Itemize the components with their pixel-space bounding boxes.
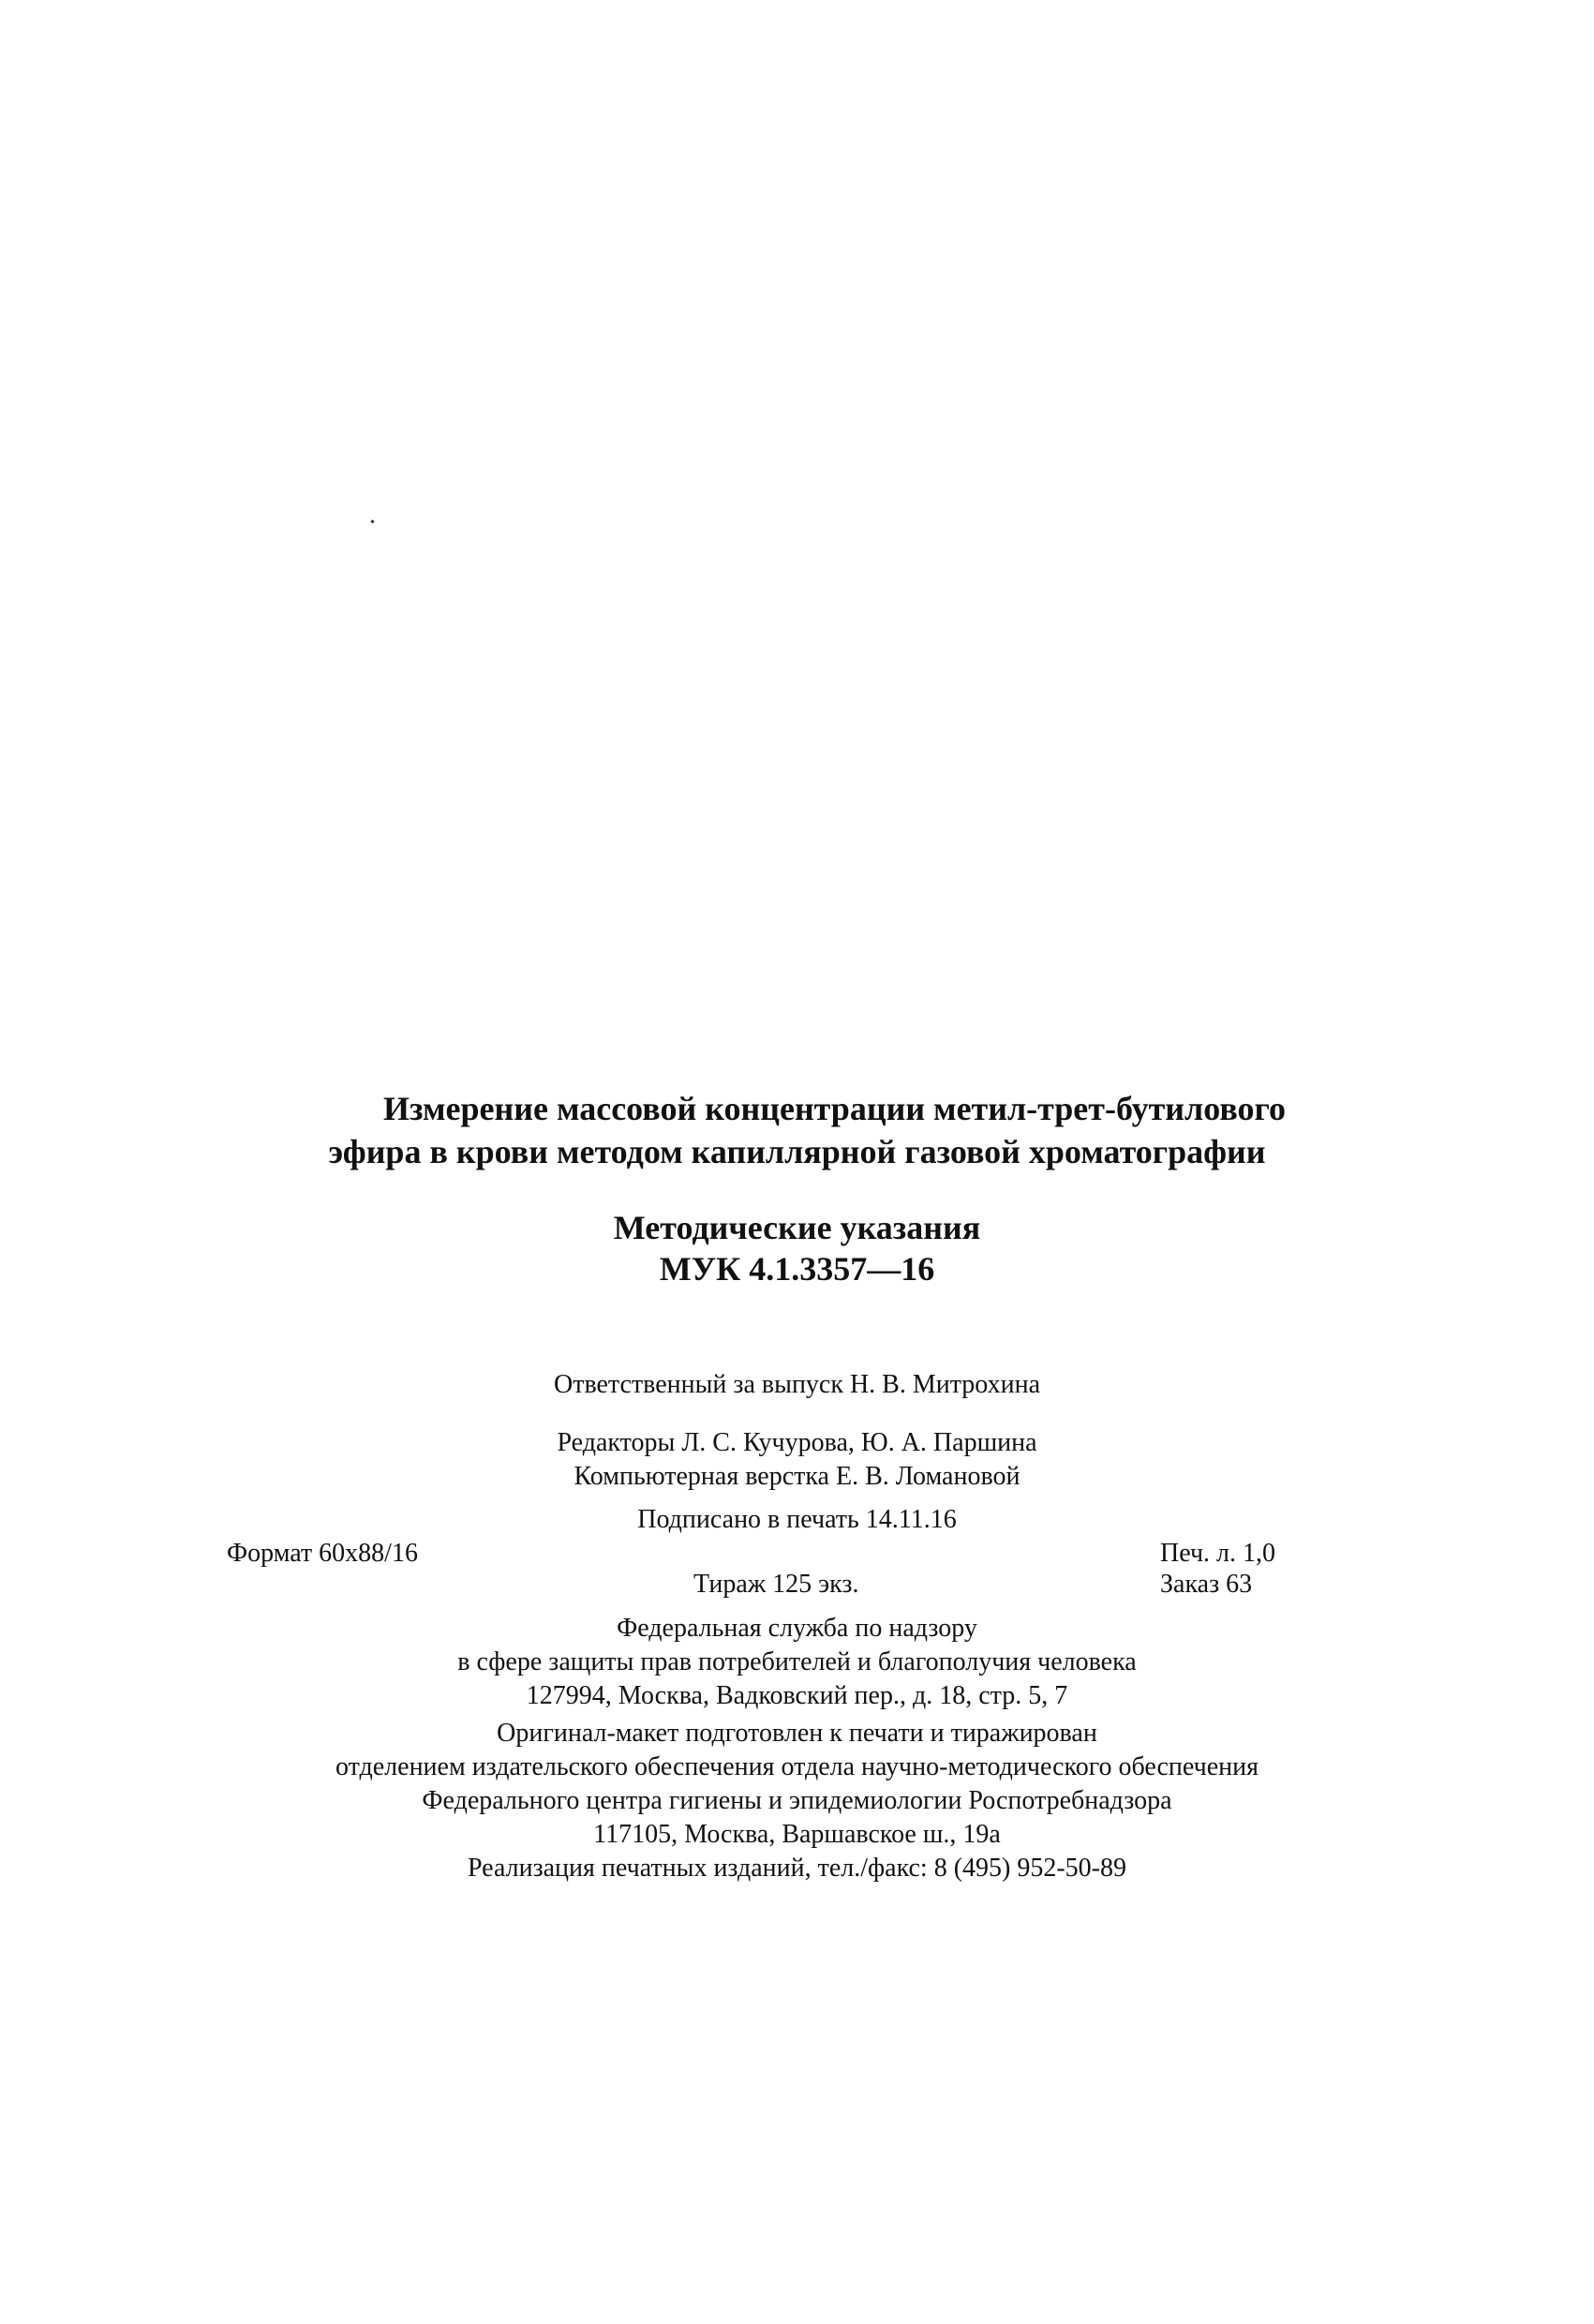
subtitle-line-2: МУК 4.1.3357—16 bbox=[659, 1250, 935, 1288]
publisher-line-1: Федеральная служба по надзору bbox=[617, 1614, 977, 1643]
printer-line-3: Федерального центра гигиены и эпидемиологии Роспотребнадзора bbox=[422, 1786, 1172, 1815]
editors-line: Редакторы Л. С. Кучурова, Ю. А. Паршина bbox=[557, 1428, 1037, 1457]
title-line-1: Измерение массовой концентрации метил-трет-бутилового bbox=[383, 1090, 1286, 1127]
order-info: Заказ 63 bbox=[1160, 1570, 1253, 1599]
format-info: Формат 60x88/16 bbox=[227, 1539, 418, 1568]
circulation-info: Тираж 125 экз. bbox=[693, 1570, 859, 1599]
publisher-block bbox=[0, 1612, 1594, 1713]
printer-line-5: Реализация печатных изданий, тел./факс: 8 (495) 952-50-89 bbox=[467, 1854, 1127, 1883]
editors-credit bbox=[0, 1426, 1594, 1494]
subtitle-line-1: Методические указания bbox=[613, 1209, 981, 1246]
scan-speck bbox=[370, 519, 374, 523]
document-title bbox=[0, 1087, 1594, 1173]
printer-block bbox=[0, 1717, 1594, 1885]
layout-line: Компьютерная верстка Е. В. Ломановой bbox=[574, 1462, 1020, 1491]
printer-line-2: отделением издательского обеспечения отдела научно-методического обеспечения bbox=[335, 1752, 1259, 1781]
responsible-line: Ответственный за выпуск Н. В. Митрохина bbox=[553, 1370, 1041, 1399]
sheets-info: Печ. л. 1,0 bbox=[1160, 1539, 1276, 1568]
signed-line: Подписано в печать 14.11.16 bbox=[637, 1505, 957, 1534]
printer-line-1: Оригинал-макет подготовлен к печати и тиражирован bbox=[497, 1719, 1097, 1748]
document-subtitle bbox=[0, 1207, 1594, 1289]
title-line-2: эфира в крови методом капиллярной газовой хроматографии bbox=[328, 1133, 1266, 1170]
printer-line-4: 117105, Москва, Варшавское ш., 19а bbox=[593, 1820, 1001, 1849]
signed-to-print bbox=[0, 1503, 1594, 1537]
publisher-line-2: в сфере защиты прав потребителей и благополучия человека bbox=[457, 1647, 1137, 1676]
publisher-line-3: 127994, Москва, Вадковский пер., д. 18, стр. 5, 7 bbox=[526, 1681, 1068, 1710]
responsible-credit bbox=[0, 1368, 1594, 1402]
